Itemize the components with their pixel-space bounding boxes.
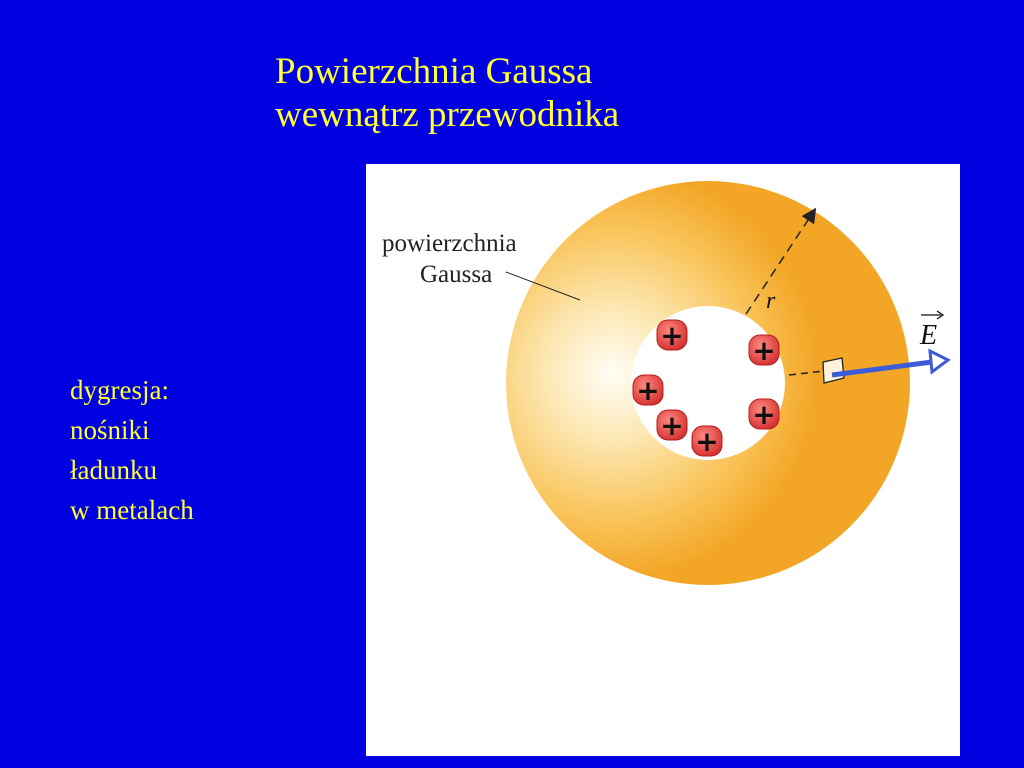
positive-charge-sign: +: [660, 409, 684, 442]
positive-charge-sign: +: [695, 425, 719, 458]
field-arrow-head: [930, 351, 948, 372]
positive-charge-sign: +: [752, 334, 776, 367]
gauss-label-line-2: Gaussa: [420, 261, 493, 288]
title-line-2: wewnątrz przewodnika: [275, 94, 620, 135]
gauss-figure-panel: [366, 164, 960, 756]
side-note-line-2: nośniki: [70, 415, 150, 445]
side-note-line-4: w metalach: [70, 495, 194, 525]
field-label: E: [920, 320, 938, 351]
surface-element-icon: [823, 358, 844, 383]
positive-charge-sign: +: [752, 398, 776, 431]
slide-title: [275, 50, 619, 136]
positive-charge-sign: +: [660, 319, 684, 352]
gauss-label-line-1: powierzchnia: [382, 230, 517, 257]
title-line-1: Powierzchnia Gaussa: [275, 51, 593, 92]
radius-label: r: [766, 288, 776, 314]
positive-charge-sign: +: [636, 374, 660, 407]
side-note: [70, 370, 194, 530]
gauss-diagram: [366, 164, 960, 756]
side-note-line-1: dygresja:: [70, 375, 169, 405]
side-note-line-3: ładunku: [70, 455, 157, 485]
